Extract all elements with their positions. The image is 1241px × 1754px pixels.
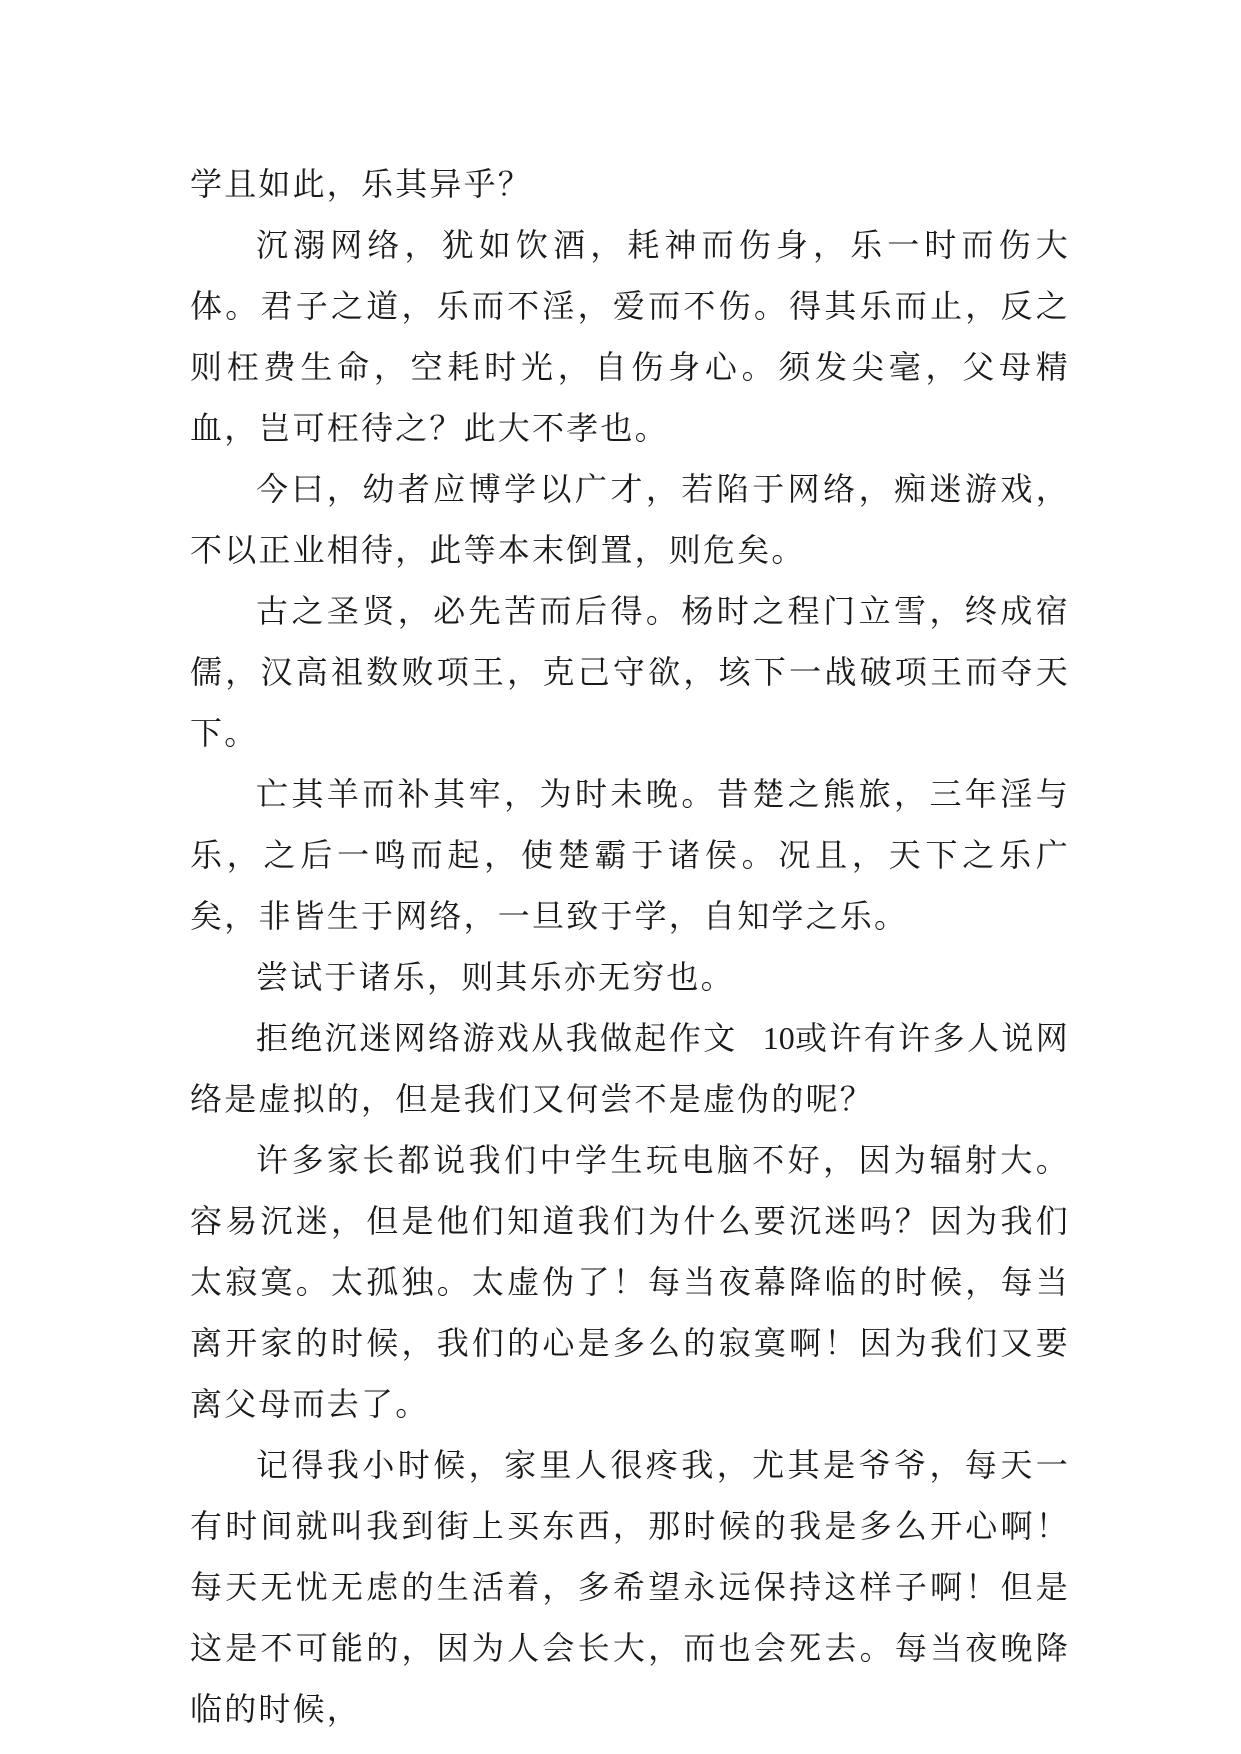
paragraph-4: 古之圣贤，必先苦而后得。杨时之程门立雪，终成宿儒，汉高祖数败项王，克己守欲，垓下一战破项王而夺天下。: [190, 592, 1070, 752]
essay-heading-paragraph: [190, 1008, 1070, 1130]
paragraph-5: 亡其羊而补其牢，为时未晚。昔楚之熊旅，三年淫与乐，之后一鸣而起，使楚霸于诸侯。况且，天下之乐广矣，非皆生于网络，一旦致于学，自知学之乐。: [190, 775, 1070, 935]
paragraph-1: 学且如此，乐其异乎？: [190, 165, 533, 203]
paragraph-6: 尝试于诸乐，则其乐亦无穷也。: [256, 958, 735, 996]
essay-opening-text: 或许有许多人说网络是虚拟的，但是我们又何尝不是虚伪的呢？: [190, 1019, 1070, 1118]
essay-number: 10: [762, 1020, 795, 1056]
paragraph-9: 记得我小时候，家里人很疼我，尤其是爷爷，每天一有时间就叫我到街上买东西，那时候的我是多么开心啊！每天无忧无虑的生活着，多希望永远保持这样子啊！但是这是不可能的，因为人会长大，而也会死去。每当夜晚降临的时候，: [190, 1446, 1070, 1728]
paragraph-2: 沉溺网络，犹如饮酒，耗神而伤身，乐一时而伤大体。君子之道，乐而不淫，爱而不伤。得其乐而止，反之则枉费生命，空耗时光，自伤身心。须发尖毫，父母精血，岂可枉待之？此大不孝也。: [190, 226, 1070, 447]
essay-title: 拒绝沉迷网络游戏从我做起作文: [256, 1019, 738, 1057]
paragraph-3: 今曰，幼者应博学以广才，若陷于网络，痴迷游戏，不以正业相待，此等本末倒置，则危矣。: [190, 470, 1070, 569]
document-body: [190, 154, 1070, 1740]
paragraph-8: 许多家长都说我们中学生玩电脑不好，因为辐射大。容易沉迷，但是他们知道我们为什么要沉迷吗？因为我们太寂寞。太孤独。太虚伪了！每当夜幕降临的时候，每当离开家的时候，我们的心是多么的寂寞啊！因为我们又要离父母而去了。: [190, 1141, 1070, 1423]
